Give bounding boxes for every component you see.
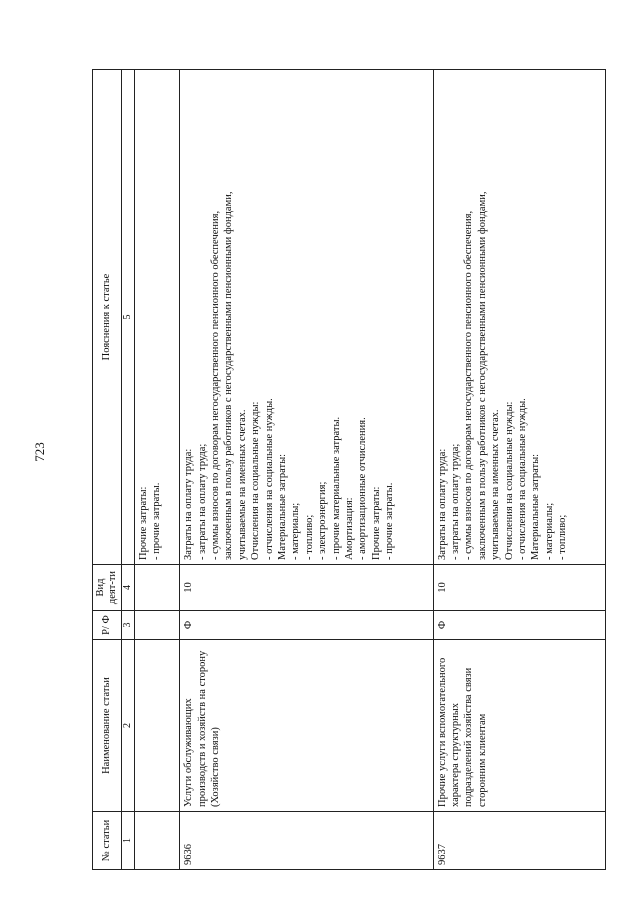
notes-line: Отчисления на социальные нужды: [250,401,262,560]
notes-line: Прочие затраты: [370,486,382,560]
notes-line: учитываемые на именных счетах. [236,409,248,560]
notes-line: заключенным в пользу работников с негосударственными пенсионными фондами, [476,191,488,560]
cell-article-number: 9636 [180,812,434,870]
cell-rf: Ф [180,611,434,640]
table-row [180,70,434,870]
notes-line: Амортизация: [343,497,355,560]
cell-notes [135,70,180,565]
cell-article-name: Услуги обслуживающих производств и хозяйств на сторону (Хозяйство связи) [180,640,434,812]
column-number: 2 [122,640,135,812]
notes-line: - суммы взносов по договорам негосударственного пенсионного обеспечения, [463,210,475,560]
header-number: № статьи [93,812,122,870]
notes-line: заключенным в пользу работников с негосударственными пенсионными фондами, [223,191,235,560]
notes-line: Отчисления на социальные нужды: [503,401,515,560]
cell-rf: Ф [433,611,605,640]
notes-line: - материалы; [543,502,555,560]
notes-line: - затраты на оплату труда; [196,443,208,560]
notes-line: - прочие затраты. [151,482,163,560]
notes-line: Прочие затраты: [138,486,150,560]
column-number: 5 [122,70,135,565]
notes-line: - отчисления на социальные нужды. [263,398,275,560]
cell-empty [135,611,180,640]
header-rf: Р/ Ф [93,611,122,640]
notes-line: учитываемые на именных счетах. [490,409,502,560]
cell-activity: 10 [180,565,434,611]
header-name: Наименование статьи [93,640,122,812]
cell-article-name: Прочие услуги вспомогательного характера структурных подразделений хозяйства связи сторонним клиентам [433,640,605,812]
notes-line: - прочие материальные затраты. [330,416,342,560]
cell-notes [433,70,605,565]
page-number: 723 [32,442,47,462]
header-notes: Пояснения к статье [93,70,122,565]
notes-line: - материалы; [290,502,302,560]
column-number: 3 [122,611,135,640]
rotated-table-container [92,70,606,870]
header-row [93,70,122,870]
notes-line: - суммы взносов по договорам негосударственного пенсионного обеспечения, [209,210,221,560]
header-activity: Вид деят-ти [93,565,122,611]
column-number: 1 [122,812,135,870]
column-number: 4 [122,565,135,611]
notes-line: Материальные затраты: [530,453,542,560]
notes-line: - топливо; [557,514,569,560]
notes-line: Затраты на оплату труда: [183,448,195,560]
table-row [135,70,180,870]
articles-table [92,69,606,870]
notes-line: - топливо; [303,514,315,560]
cell-article-number: 9637 [433,812,605,870]
notes-line: Материальные затраты: [276,453,288,560]
cell-activity: 10 [433,565,605,611]
cell-empty [135,565,180,611]
notes-line: - затраты на оплату труда; [450,443,462,560]
notes-line: - электроэнергия; [317,481,329,560]
notes-line: - прочие затраты. [384,482,396,560]
cell-empty [135,812,180,870]
notes-line: Затраты на оплату труда: [436,448,448,560]
column-numbers-row [122,70,135,870]
notes-line: - отчисления на социальные нужды. [517,398,529,560]
cell-notes [180,70,434,565]
notes-line: - амортизационные отчисления. [357,417,369,560]
table-row [433,70,605,870]
cell-empty [135,640,180,812]
